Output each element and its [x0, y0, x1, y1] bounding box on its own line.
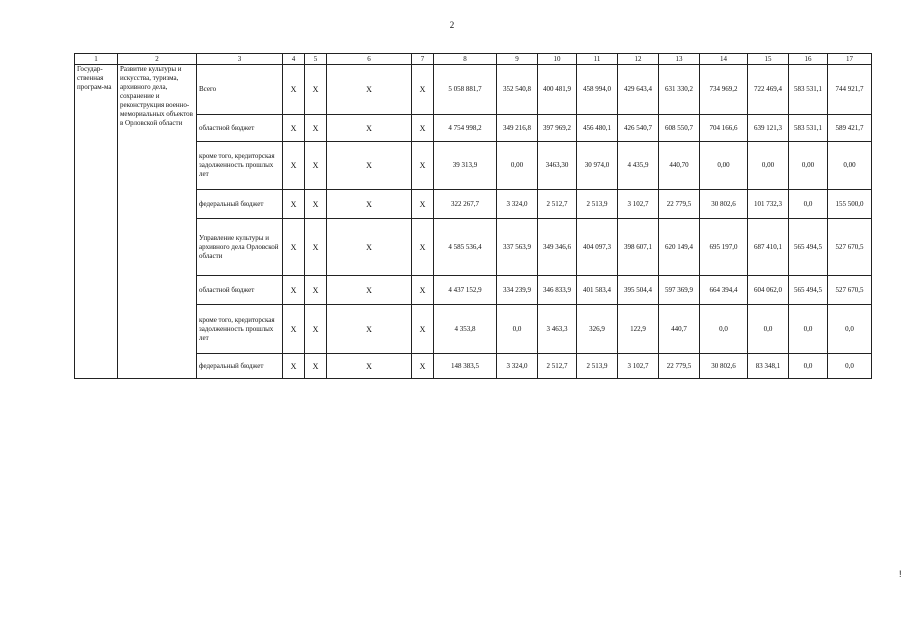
- value-cell: 589 421,7: [828, 115, 872, 142]
- row-label-cell: Всего: [197, 65, 283, 115]
- row-label-cell: Управление культуры и архивного дела Орловской области: [197, 219, 283, 276]
- value-cell: 404 097,3: [577, 219, 618, 276]
- budget-table: [74, 53, 872, 379]
- x-mark-cell: X: [412, 142, 434, 190]
- value-cell: 0,00: [700, 142, 748, 190]
- x-mark-cell: X: [305, 305, 327, 354]
- value-cell: 704 166,6: [700, 115, 748, 142]
- value-cell: 0,0: [828, 354, 872, 379]
- value-cell: 0,0: [789, 190, 828, 219]
- header-cell: 1: [75, 54, 118, 65]
- x-mark-cell: X: [412, 190, 434, 219]
- value-cell: 397 969,2: [538, 115, 577, 142]
- x-mark-cell: X: [412, 354, 434, 379]
- value-cell: 604 062,0: [748, 276, 789, 305]
- program-type-cell: Государ-ственная програм-ма: [75, 65, 118, 379]
- value-cell: 349 346,6: [538, 219, 577, 276]
- header-cell: 5: [305, 54, 327, 65]
- value-cell: 0,0: [828, 305, 872, 354]
- program-name-cell: Развитие культуры и искусства, туризма, архивного дела, сохранение и реконструкция военно-мемориальных объектов в Орловской области: [118, 65, 197, 379]
- value-cell: 0,0: [789, 305, 828, 354]
- value-cell: 597 369,9: [659, 276, 700, 305]
- header-cell: 6: [327, 54, 412, 65]
- value-cell: 2 513,9: [577, 190, 618, 219]
- value-cell: 337 563,9: [497, 219, 538, 276]
- x-mark-cell: X: [412, 65, 434, 115]
- x-mark-cell: X: [412, 115, 434, 142]
- value-cell: 395 504,4: [618, 276, 659, 305]
- x-mark-cell: X: [283, 190, 305, 219]
- x-mark-cell: X: [305, 276, 327, 305]
- value-cell: 401 583,4: [577, 276, 618, 305]
- value-cell: 583 531,1: [789, 65, 828, 115]
- value-cell: 4 435,9: [618, 142, 659, 190]
- value-cell: 3 102,7: [618, 354, 659, 379]
- value-cell: 2 513,9: [577, 354, 618, 379]
- value-cell: 722 469,4: [748, 65, 789, 115]
- table-row: [75, 65, 872, 115]
- value-cell: 0,0: [497, 305, 538, 354]
- header-cell: 15: [748, 54, 789, 65]
- row-label-cell: федеральный бюджет: [197, 354, 283, 379]
- x-mark-cell: X: [327, 190, 412, 219]
- value-cell: 0,00: [497, 142, 538, 190]
- value-cell: 30 974,0: [577, 142, 618, 190]
- x-mark-cell: X: [305, 115, 327, 142]
- value-cell: 744 921,7: [828, 65, 872, 115]
- value-cell: 5 058 881,7: [434, 65, 497, 115]
- x-mark-cell: X: [305, 219, 327, 276]
- header-cell: 2: [118, 54, 197, 65]
- value-cell: 440,70: [659, 142, 700, 190]
- value-cell: 346 833,9: [538, 276, 577, 305]
- header-cell: 3: [197, 54, 283, 65]
- value-cell: 334 239,9: [497, 276, 538, 305]
- value-cell: 3 463,3: [538, 305, 577, 354]
- x-mark-cell: X: [327, 276, 412, 305]
- value-cell: 0,0: [748, 305, 789, 354]
- value-cell: 527 670,5: [828, 276, 872, 305]
- value-cell: 22 779,5: [659, 190, 700, 219]
- value-cell: 3 102,7: [618, 190, 659, 219]
- value-cell: 639 121,3: [748, 115, 789, 142]
- row-label-cell: областной бюджет: [197, 276, 283, 305]
- x-mark-cell: X: [305, 354, 327, 379]
- x-mark-cell: X: [412, 276, 434, 305]
- header-cell: 7: [412, 54, 434, 65]
- value-cell: 83 348,1: [748, 354, 789, 379]
- x-mark-cell: X: [327, 115, 412, 142]
- row-label-cell: кроме того, кредиторская задолженность прошлых лет: [197, 142, 283, 190]
- header-cell: 9: [497, 54, 538, 65]
- value-cell: 349 216,8: [497, 115, 538, 142]
- value-cell: 398 607,1: [618, 219, 659, 276]
- value-cell: 631 330,2: [659, 65, 700, 115]
- x-mark-cell: X: [283, 219, 305, 276]
- value-cell: 440,7: [659, 305, 700, 354]
- value-cell: 30 802,6: [700, 354, 748, 379]
- value-cell: 155 500,0: [828, 190, 872, 219]
- page-number: 2: [449, 20, 455, 30]
- value-cell: 3 324,0: [497, 354, 538, 379]
- value-cell: 458 994,0: [577, 65, 618, 115]
- header-cell: 4: [283, 54, 305, 65]
- header-cell: 13: [659, 54, 700, 65]
- row-label-cell: федеральный бюджет: [197, 190, 283, 219]
- value-cell: 30 802,6: [700, 190, 748, 219]
- x-mark-cell: X: [327, 142, 412, 190]
- margin-mark: !: [899, 569, 902, 579]
- value-cell: 426 540,7: [618, 115, 659, 142]
- x-mark-cell: X: [283, 305, 305, 354]
- value-cell: 4 353,8: [434, 305, 497, 354]
- value-cell: 3463,30: [538, 142, 577, 190]
- value-cell: 0,0: [700, 305, 748, 354]
- value-cell: 148 383,5: [434, 354, 497, 379]
- value-cell: 101 732,3: [748, 190, 789, 219]
- x-mark-cell: X: [412, 219, 434, 276]
- value-cell: 0,0: [789, 354, 828, 379]
- value-cell: 734 969,2: [700, 65, 748, 115]
- value-cell: 527 670,5: [828, 219, 872, 276]
- value-cell: 322 267,7: [434, 190, 497, 219]
- value-cell: 456 480,1: [577, 115, 618, 142]
- header-row: [75, 54, 872, 65]
- value-cell: 4 754 998,2: [434, 115, 497, 142]
- value-cell: 583 531,1: [789, 115, 828, 142]
- value-cell: 620 149,4: [659, 219, 700, 276]
- value-cell: 429 643,4: [618, 65, 659, 115]
- value-cell: 22 779,5: [659, 354, 700, 379]
- header-cell: 11: [577, 54, 618, 65]
- x-mark-cell: X: [283, 276, 305, 305]
- value-cell: 400 481,9: [538, 65, 577, 115]
- x-mark-cell: X: [327, 65, 412, 115]
- value-cell: 352 540,8: [497, 65, 538, 115]
- header-cell: 17: [828, 54, 872, 65]
- x-mark-cell: X: [283, 65, 305, 115]
- value-cell: 687 410,1: [748, 219, 789, 276]
- header-cell: 8: [434, 54, 497, 65]
- value-cell: 122,9: [618, 305, 659, 354]
- value-cell: 0,00: [828, 142, 872, 190]
- x-mark-cell: X: [283, 115, 305, 142]
- value-cell: 565 494,5: [789, 276, 828, 305]
- x-mark-cell: X: [327, 219, 412, 276]
- row-label-cell: кроме того, кредиторская задолженность прошлых лет: [197, 305, 283, 354]
- value-cell: 608 550,7: [659, 115, 700, 142]
- value-cell: 39 313,9: [434, 142, 497, 190]
- value-cell: 3 324,0: [497, 190, 538, 219]
- header-cell: 16: [789, 54, 828, 65]
- value-cell: 4 585 536,4: [434, 219, 497, 276]
- x-mark-cell: X: [327, 354, 412, 379]
- value-cell: 4 437 152,9: [434, 276, 497, 305]
- value-cell: 0,00: [748, 142, 789, 190]
- x-mark-cell: X: [305, 65, 327, 115]
- value-cell: 695 197,0: [700, 219, 748, 276]
- row-label-cell: областной бюджет: [197, 115, 283, 142]
- x-mark-cell: X: [412, 305, 434, 354]
- value-cell: 2 512,7: [538, 190, 577, 219]
- header-cell: 12: [618, 54, 659, 65]
- header-cell: 14: [700, 54, 748, 65]
- value-cell: 2 512,7: [538, 354, 577, 379]
- x-mark-cell: X: [327, 305, 412, 354]
- header-cell: 10: [538, 54, 577, 65]
- x-mark-cell: X: [305, 142, 327, 190]
- x-mark-cell: X: [305, 190, 327, 219]
- x-mark-cell: X: [283, 354, 305, 379]
- value-cell: 0,00: [789, 142, 828, 190]
- value-cell: 565 494,5: [789, 219, 828, 276]
- value-cell: 664 394,4: [700, 276, 748, 305]
- value-cell: 326,9: [577, 305, 618, 354]
- x-mark-cell: X: [283, 142, 305, 190]
